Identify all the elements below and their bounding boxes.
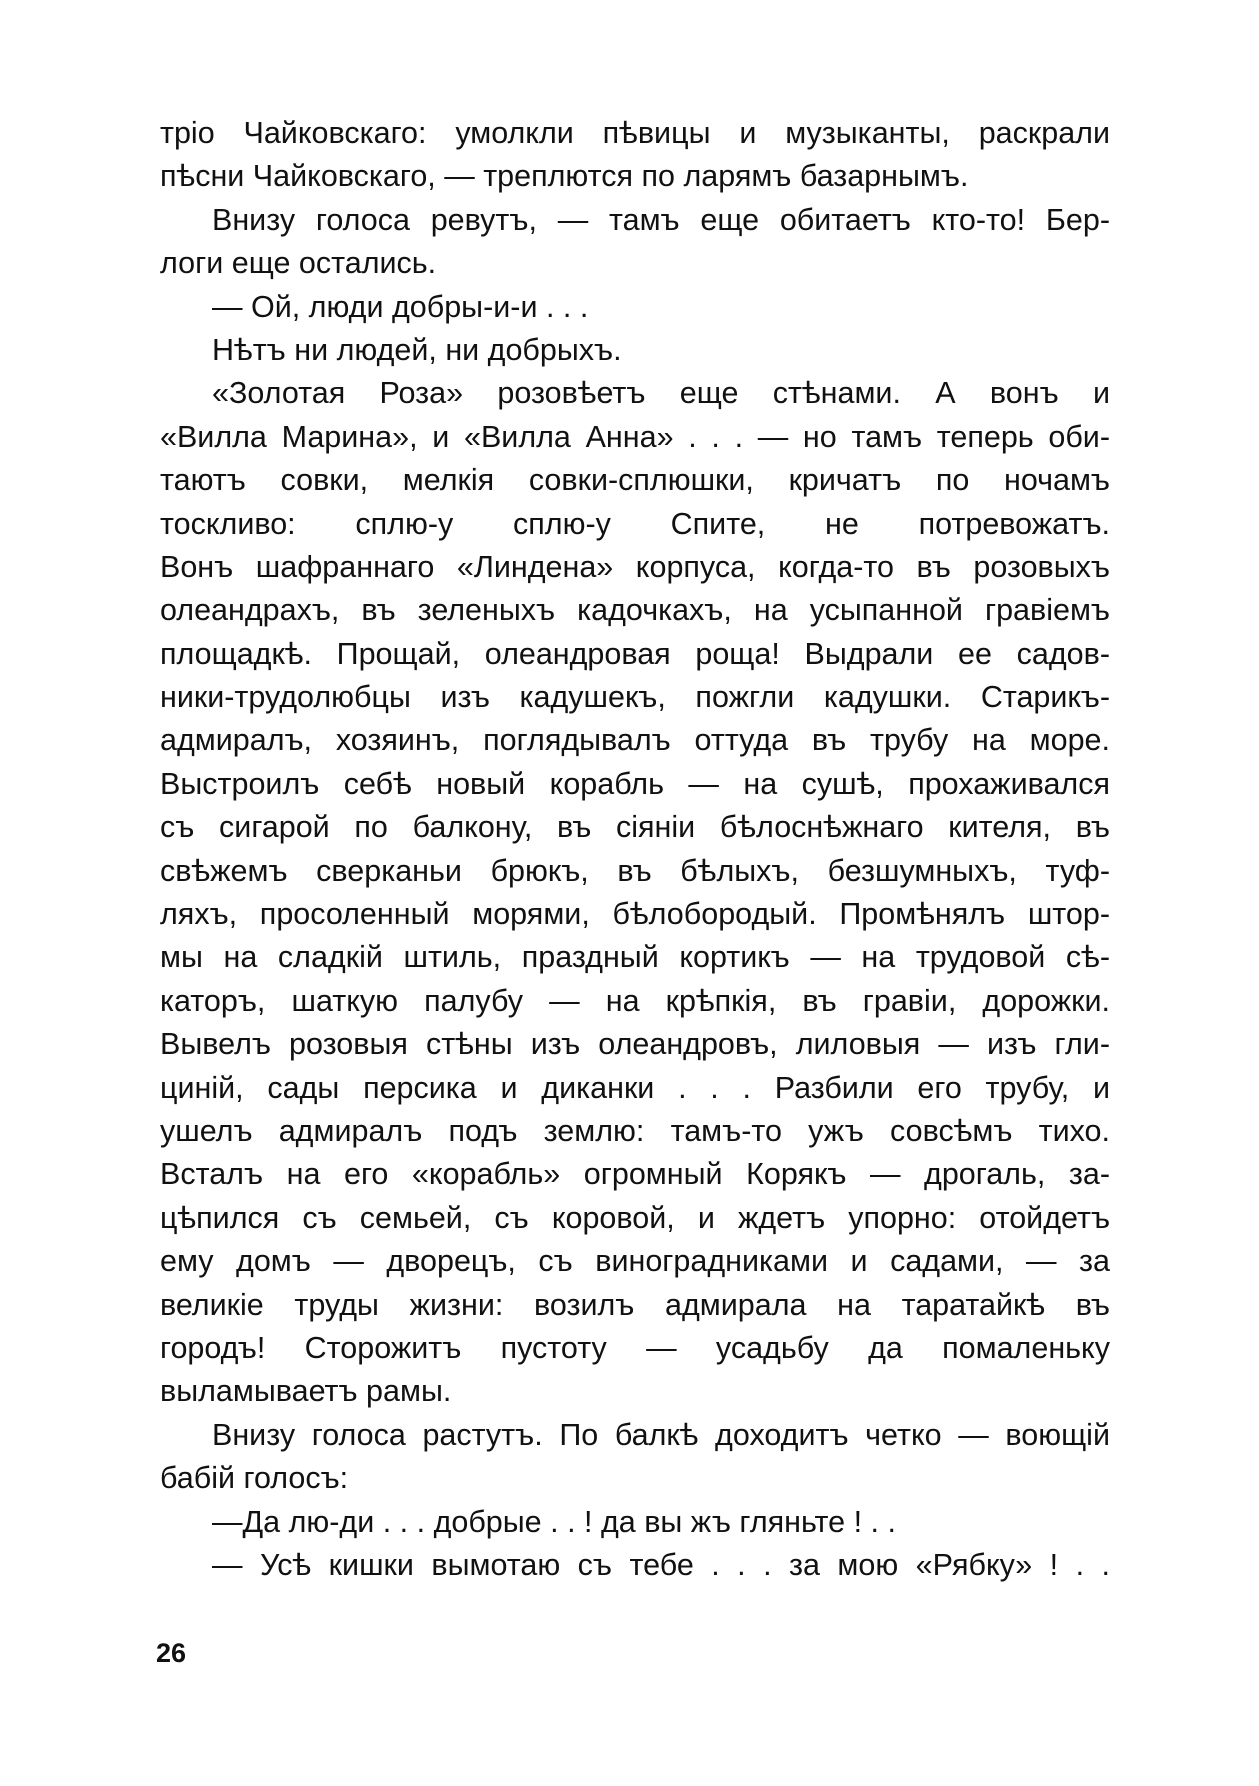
text-line: Внизу голоса ревутъ, — тамъ еще обитаетъ кто-то! Бер- bbox=[212, 202, 1110, 237]
text-line: свѣжемъ сверканьи брюкъ, въ бѣлыхъ, безшумныхъ, туф- bbox=[160, 853, 1110, 888]
text-line: ему домъ — дворецъ, съ виноградниками и садами, — за bbox=[160, 1244, 1110, 1279]
text-line: таютъ совки, мелкія совки-сплюшки, кричатъ по ночамъ bbox=[160, 463, 1110, 498]
text-line: пѣсни Чайковскаго, — треплются по ларямъ базарнымъ. bbox=[160, 159, 969, 194]
text-line: съ сигарой по балкону, въ сіяніи бѣлоснѣжнаго кителя, въ bbox=[160, 810, 1110, 845]
text-line: ники-трудолюбцы изъ кадушекъ, пожгли кадушки. Старикъ- bbox=[160, 680, 1110, 715]
page-text bbox=[160, 112, 1110, 1587]
text-line: «Вилла Марина», и «Вилла Анна» . . . — но тамъ теперь оби- bbox=[160, 419, 1110, 454]
text-line: мы на сладкій штиль, праздный кортикъ — на трудовой сѣ- bbox=[160, 940, 1110, 975]
text-line: Выстроилъ себѣ новый корабль — на сушѣ, прохаживался bbox=[160, 766, 1110, 801]
text-line: Внизу голоса растутъ. По балкѣ доходитъ четко — воющій bbox=[212, 1417, 1110, 1452]
text-line: тріо Чайковскаго: умолкли пѣвицы и музыканты, раскрали bbox=[160, 116, 1110, 150]
text-line: Вывелъ розовыя стѣны изъ олеандровъ, лиловыя — изъ гли- bbox=[160, 1027, 1110, 1062]
text-line: бабій голосъ: bbox=[160, 1461, 349, 1496]
text-line: выламываетъ рамы. bbox=[160, 1374, 452, 1409]
text-line: каторъ, шаткую палубу — на крѣпкія, въ гравіи, дорожки. bbox=[160, 983, 1110, 1018]
text-line: адмиралъ, хозяинъ, поглядывалъ оттуда въ трубу на море. bbox=[160, 723, 1110, 758]
text-line: — Усѣ кишки вымотаю съ тебе . . . за мою «Рябку» ! . . bbox=[212, 1547, 1110, 1582]
text-line: Нѣтъ ни людей, ни добрыхъ. bbox=[212, 332, 622, 367]
text-line: ляхъ, просоленный морями, бѣлобородый. Промѣнялъ штор- bbox=[160, 897, 1110, 932]
text-line: — Ой, люди добры-и-и . . . bbox=[212, 289, 589, 324]
text-line: циній, сады персика и диканки . . . Разбили его трубу, и bbox=[160, 1070, 1110, 1105]
text-line: ушелъ адмиралъ подъ землю: тамъ-то ужъ совсѣмъ тихо. bbox=[160, 1113, 1110, 1148]
text-line: Всталъ на его «корабль» огромный Корякъ — дрогаль, за- bbox=[160, 1157, 1110, 1192]
text-line: великіе труды жизни: возилъ адмирала на таратайкѣ въ bbox=[160, 1287, 1110, 1322]
text-line: —Да лю-ди . . . добрые . . ! да вы жъ гляньте ! . . bbox=[212, 1504, 896, 1539]
text-line: олеандрахъ, въ зеленыхъ кадочкахъ, на усыпанной гравіемъ bbox=[160, 593, 1110, 628]
text-line: площадкѣ. Прощай, олеандровая роща! Выдрали ее садов- bbox=[160, 636, 1110, 671]
text-line: тоскливо: сплю-у сплю-у Спите, не потревожатъ. bbox=[160, 506, 1110, 541]
text-line: цѣпился съ семьей, съ коровой, и ждетъ упорно: отойдетъ bbox=[160, 1200, 1110, 1235]
text-line: логи еще остались. bbox=[160, 246, 437, 281]
text-line: «Золотая Роза» розовѣетъ еще стѣнами. А вонъ и bbox=[212, 376, 1110, 411]
text-line: Вонъ шафраннаго «Линдена» корпуса, когда-то въ розовыхъ bbox=[160, 549, 1110, 584]
text-line: городъ! Сторожитъ пустоту — усадьбу да помаленьку bbox=[160, 1330, 1110, 1365]
page-number: 26 bbox=[156, 1638, 187, 1668]
